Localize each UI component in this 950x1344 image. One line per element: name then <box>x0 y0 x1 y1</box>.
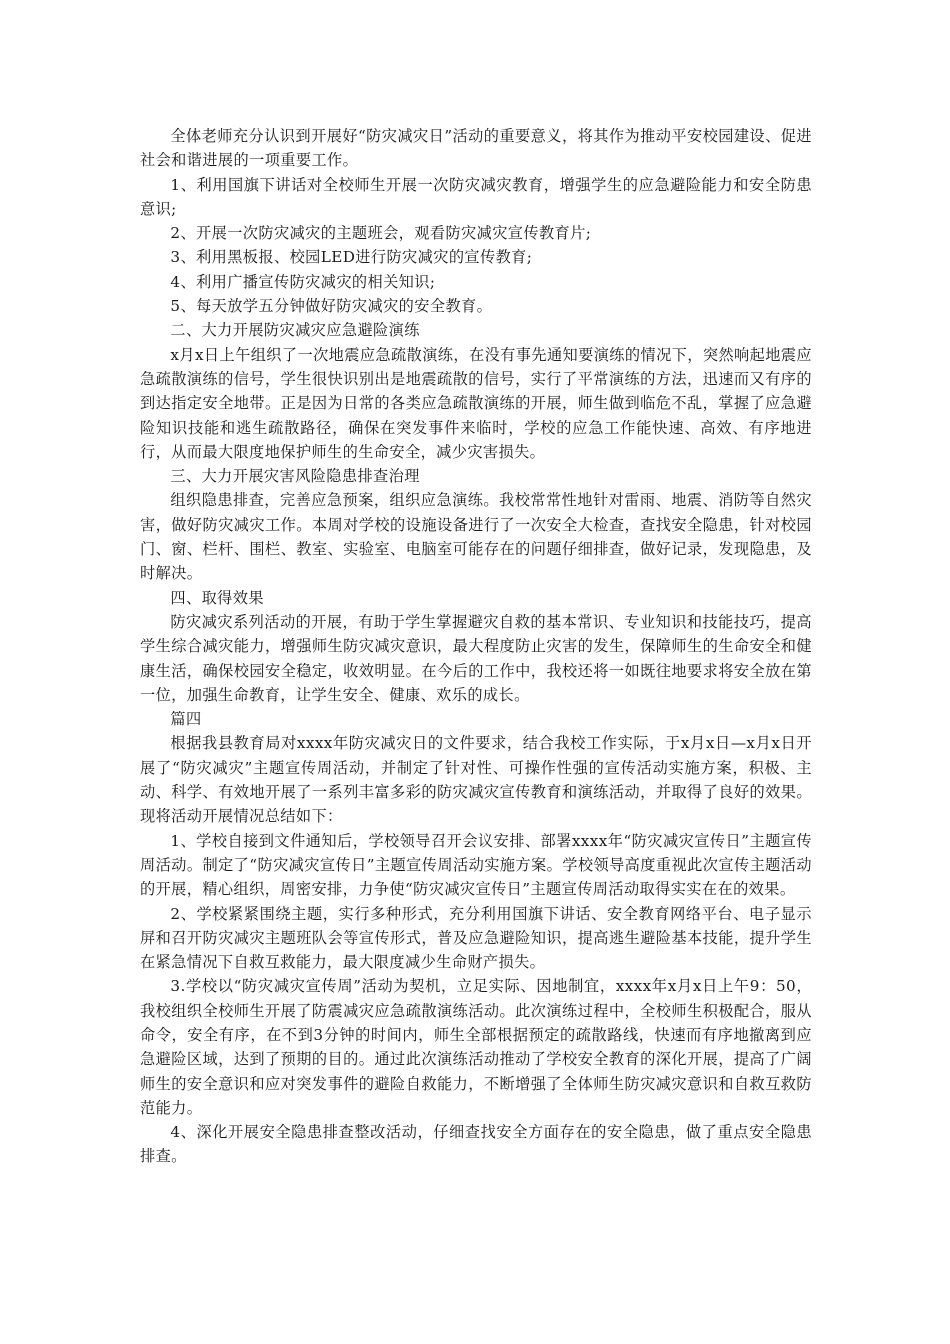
section-heading-3: 三、大力开展灾害风险隐患排查治理 <box>170 467 420 486</box>
list-item-4: 4、利用广播宣传防灾减灾的相关知识; <box>170 272 436 291</box>
paragraph-drill: x月x日上午组织了一次地震应急疏散演练，在没有事先通知要演练的情况下，突然响起地震应急疏散演练的信号，学生很快识别出是地震疏散的信号，实行了平常演练的方法，迅速而又有序的到达指定安全地带。正是因为日常的各类应急疏散演练的开展，师生做到临危不乱，掌握了应急避险知识技能和逃生疏散路径，确保在突发事件来临时，学校的应急工作能快速、高效、有序地进行，从而最大限度地保护师生的生命安全，减少灾害损失。 <box>140 345 812 461</box>
paragraph-inspection: 组织隐患排查，完善应急预案，组织应急演练。我校常常性地针对雷雨、地震、消防等自然灾害，做好防灾减灾工作。本周对学校的设施设备进行了一次安全大检查，查找安全隐患，针对校园门、窗、栏杆、围栏、教室、实验室、电脑室可能存在的问题仔细排查，做好记录，发现隐患，及时解决。 <box>140 491 812 583</box>
section-heading-2: 二、大力开展防灾减灾应急避险演练 <box>170 321 420 340</box>
list-item-p4-4: 4、深化开展安全隐患排查整改活动，仔细查找安全方面存在的安全隐患，做了重点安全隐患排查。 <box>140 1123 812 1166</box>
list-item-2: 2、开展一次防灾减灾的主题班会，观看防灾减灾宣传教育片; <box>170 224 592 243</box>
list-item-3: 3、利用黑板报、校园LED进行防灾减灾的宣传教育; <box>170 248 533 267</box>
list-item-5: 5、每天放学五分钟做好防灾减灾的安全教育。 <box>170 297 493 316</box>
list-item-p4-3: 3.学校以“防灾减灾宣传周”活动为契机，立足实际、因地制宜，xxxx年x月x日上午9：50，我校组织全校师生开展了防震减灾应急疏散演练活动。此次演练过程中，全校师生积极配合，服从命令，安全有序，在不到3分钟的时间内，师生全部根据预定的疏散路线，快速而有序地撤离到应急避险区域，达到了预期的目的。通过此次演练活动推动了学校安全教育的深化开展，提高了广阔师生的安全意识和应对突发事件的避险自救能力，不断增强了全体师生防灾减灾意识和自救互救防范能力。 <box>140 977 812 1117</box>
list-item-p4-1: 1、学校自接到文件通知后，学校领导召开会议安排、部署xxxx年“防灾减灾宣传日”主题宣传周活动。制定了“防灾减灾宣传日”主题宣传周活动实施方案。学校领导高度重视此次宣传主题活动的开展，精心组织，周密安排，力争使“防灾减灾宣传日”主题宣传周活动取得实实在在的效果。 <box>140 831 812 899</box>
paragraph-intro: 全体老师充分认识到开展好“防灾减灾日”活动的重要意义，将其作为推动平安校园建设、促进社会和谐进展的一项重要工作。 <box>140 127 812 170</box>
paragraph-overview: 根据我县教育局对xxxx年防灾减灾日的文件要求，结合我校工作实际，于x月x日—x月x日开展了“防灾减灾”主题宣传周活动，并制定了针对性、可操作性强的宣传活动实施方案，积极、主动、科学、有效地开展了一系列丰富多彩的防灾减灾宣传教育和演练活动，并取得了良好的效果。现将活动开展情况总结如下： <box>140 734 812 826</box>
paragraph-results: 防灾减灾系列活动的开展，有助于学生掌握避灾自救的基本常识、专业知识和技能技巧，提高学生综合减灾能力，增强师生防灾减灾意识，最大程度防止灾害的发生，保障师生的生命安全和健康生活，确保校园安全稳定，收效明显。在今后的工作中，我校还将一如既往地要求将安全放在第一位，加强生命教育，让学生安全、健康、欢乐的成长。 <box>140 612 812 704</box>
part-heading: 篇四 <box>170 710 202 729</box>
list-item-1: 1、利用国旗下讲话对全校师生开展一次防灾减灾教育，增强学生的应急避险能力和安全防患意识; <box>140 175 812 218</box>
document-body <box>140 124 812 1169</box>
section-heading-4: 四、取得效果 <box>170 588 264 607</box>
list-item-p4-2: 2、学校紧紧围绕主题，实行多种形式，充分利用国旗下讲话、安全教育网络平台、电子显示屏和召开防灾减灾主题班队会等宣传形式，普及应急避险知识，提高逃生避险基本技能，提升学生在紧急情况下自救互救能力，最大限度减少生命财产损失。 <box>140 904 812 972</box>
